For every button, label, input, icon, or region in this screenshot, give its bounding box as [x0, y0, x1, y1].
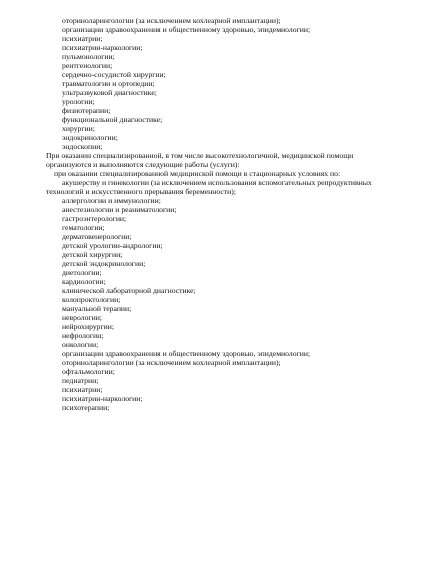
- document-line: дерматовенерологии;: [62, 232, 132, 241]
- document-line: психиатрии;: [62, 385, 103, 394]
- document-line: организации здравоохранения и общественному здоровью, эпидемиологии;: [62, 349, 311, 358]
- document-line: диетологии;: [62, 268, 102, 277]
- document-line: психотерапии;: [62, 403, 110, 412]
- document-line: урологии;: [62, 97, 95, 106]
- document-line: нефрологии;: [62, 331, 104, 340]
- document-line: эндоскопии;: [62, 142, 103, 151]
- document-line: травматологии и ортопедии;: [62, 79, 155, 88]
- document-line: психиатрии;: [62, 34, 103, 43]
- paragraph-line: организуются и выполняются следующие работы (услуги):: [46, 160, 240, 169]
- document-line: акушерству и гинекологии (за исключением использования вспомогательных репродуктивных: [62, 178, 372, 187]
- document-line: аллергологии и иммунологии;: [62, 196, 161, 205]
- document-line: детской урологии-андрологии;: [62, 241, 163, 250]
- document-line: рентгенологии;: [62, 61, 113, 70]
- document-line: оториноларингологии (за исключением кохлеарной имплантации);: [62, 358, 281, 367]
- document-line: ультразвуковой диагностике;: [62, 88, 157, 97]
- document-line: эндокринологии;: [62, 133, 118, 142]
- document-line: детской эндокринологии;: [62, 259, 146, 268]
- document-line: онкологии;: [62, 340, 99, 349]
- document-line: хирургии;: [62, 124, 95, 133]
- document-line: анестезиологии и реаниматологии;: [62, 205, 177, 214]
- paragraph-line: технологий и искусственного прерывания беременности);: [46, 187, 236, 196]
- document-line: психиатрии-наркологии;: [62, 43, 143, 52]
- document-line: педиатрии;: [62, 376, 99, 385]
- document-line: детской хирургии;: [62, 250, 123, 259]
- document-line: психиатрии-наркологии;: [62, 394, 143, 403]
- document-line: мануальной терапии;: [62, 304, 132, 313]
- paragraph-line: при оказании специализированной медицинской помощи в стационарных условиях по:: [54, 169, 341, 178]
- document-line: функциональной диагностике;: [62, 115, 163, 124]
- document-line: кардиологии;: [62, 277, 106, 286]
- document-line: клинической лабораторной диагностике;: [62, 286, 196, 295]
- document-line: физиотерапии;: [62, 106, 111, 115]
- paragraph-line: При оказании специализированной, в том числе высокотехнологичной, медицинской помощи: [46, 151, 354, 160]
- document-line: нейрохирургии;: [62, 322, 115, 331]
- document-line: организации здравоохранения и общественному здоровью, эпидемиологии;: [62, 25, 311, 34]
- document-line: гематологии;: [62, 223, 105, 232]
- document-line: гастроэнтерологии;: [62, 214, 127, 223]
- document-line: колопроктологии;: [62, 295, 121, 304]
- document-line: офтальмологии;: [62, 367, 115, 376]
- document-line: неврологии;: [62, 313, 102, 322]
- document-line: пульмонологии;: [62, 52, 115, 61]
- document-line: оториноларингологии (за исключением кохлеарной имплантации);: [62, 16, 281, 25]
- document-line: сердечно-сосудистой хирургии;: [62, 70, 166, 79]
